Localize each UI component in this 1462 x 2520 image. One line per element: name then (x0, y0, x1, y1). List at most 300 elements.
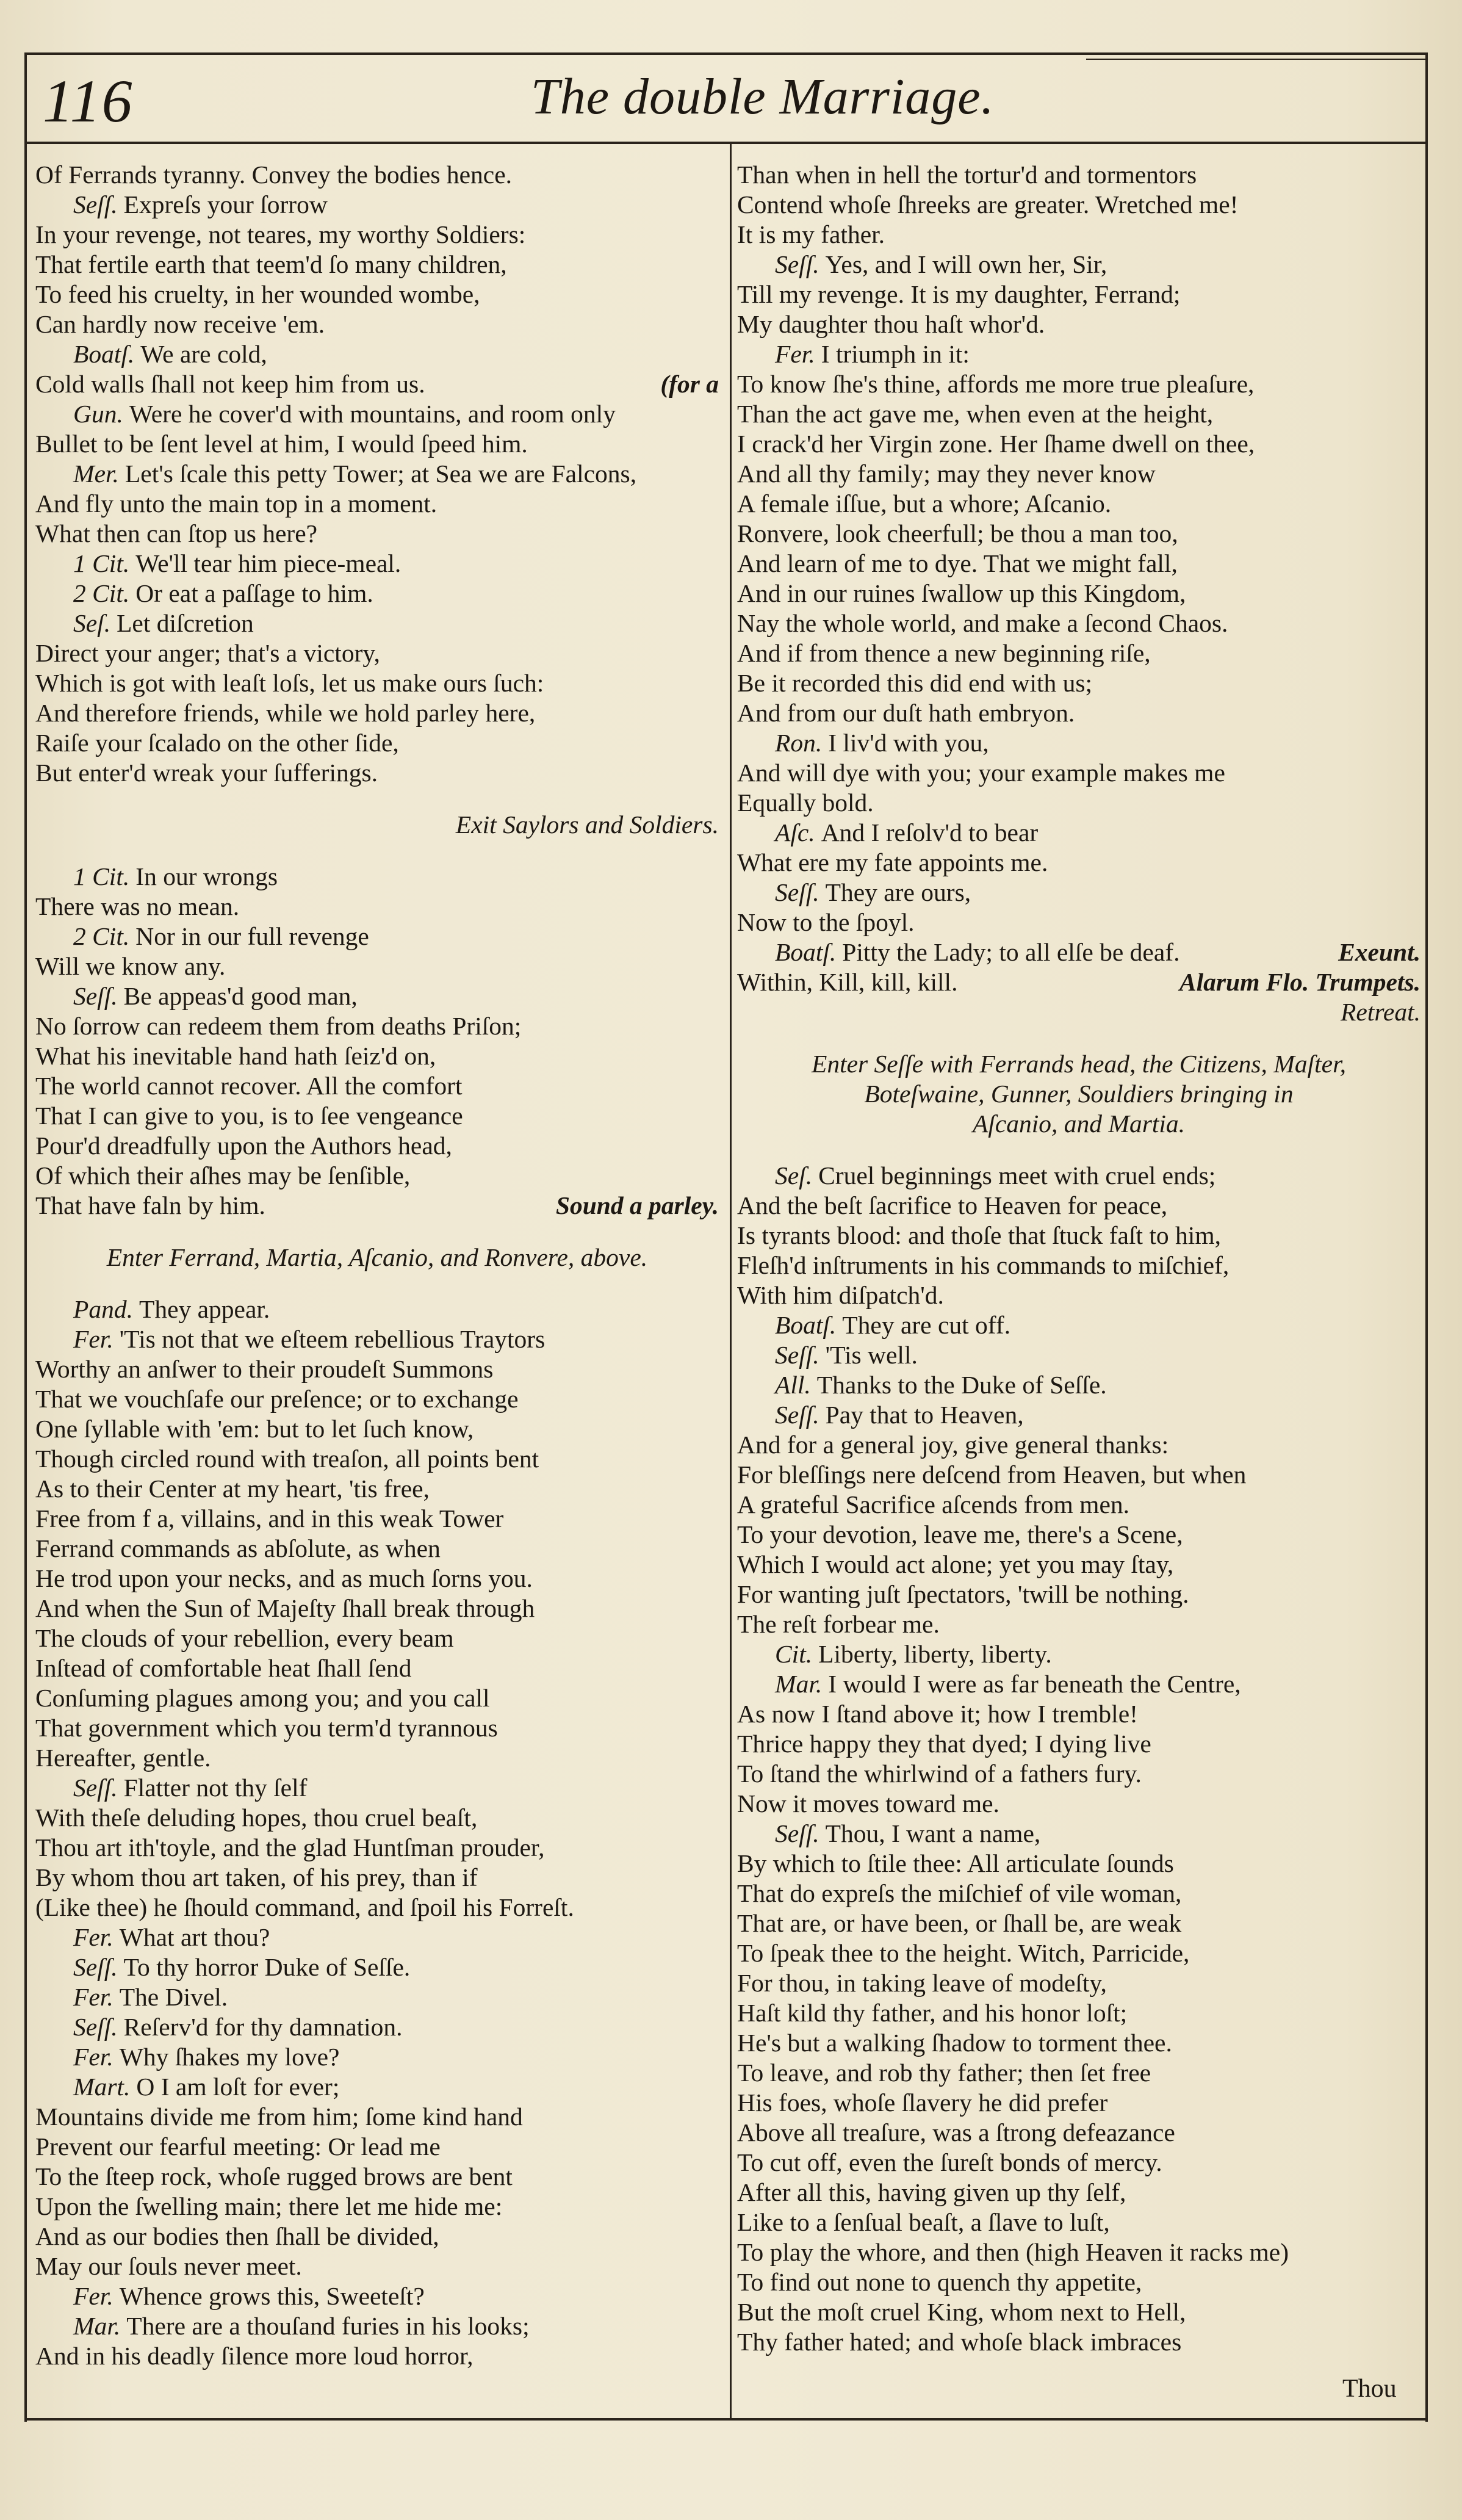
verse-text: No ſorrow can redeem them from deaths Priſon; (35, 1012, 522, 1040)
speaker-name: Cit. (775, 1640, 813, 1668)
verse-line (737, 399, 1421, 429)
verse-line (35, 698, 719, 728)
verse-line (737, 1908, 1421, 1938)
page-number: 116 (43, 67, 134, 135)
verse-line (35, 1743, 719, 1773)
speaker-name: Boatſ. (775, 1311, 837, 1339)
verse-line (35, 220, 719, 250)
verse-text: Which I would act alone; yet you may ſtay, (737, 1550, 1174, 1578)
verse-text: Will we know any. (35, 952, 226, 980)
verse-line (737, 429, 1421, 459)
dialogue-text: Were he cover'd with mountains, and room only (129, 400, 616, 428)
dialogue-text: I liv'd with you, (828, 729, 989, 757)
verse-line (35, 1354, 719, 1384)
verse-text: Like to a ſenſual beaſt, a ſlave to luſt, (737, 2208, 1110, 2236)
verse-line (35, 1101, 719, 1131)
verse-text: For bleſſings nere deſcend from Heaven, but when (737, 1460, 1247, 1489)
verse-line (35, 309, 719, 339)
line-gap (35, 840, 719, 862)
verse-text: The reſt forbear me. (737, 1610, 940, 1638)
verse-line (35, 1683, 719, 1713)
speech-line (35, 2311, 719, 2341)
verse-line (35, 250, 719, 280)
speaker-name: Fer. (73, 1923, 113, 1951)
verse-text: Thou art ith'toyle, and the glad Huntſman prouder, (35, 1833, 545, 1861)
verse-text: But the moſt cruel King, whom next to Hell, (737, 2298, 1186, 2326)
speech-line (737, 728, 1421, 758)
verse-line (35, 1534, 719, 1564)
speech-line (35, 2072, 719, 2102)
verse-text: One ſyllable with 'em: but to let ſuch know, (35, 1415, 474, 1443)
verse-line (737, 1699, 1421, 1729)
speaker-name: Gun. (73, 400, 123, 428)
verse-text: What ere my fate appoints me. (737, 848, 1048, 876)
verse-text: Of Ferrands tyranny. Convey the bodies hence. (35, 161, 512, 189)
verse-line (35, 2102, 719, 2132)
speech-line (35, 1952, 719, 1982)
verse-text: May our ſouls never meet. (35, 2252, 302, 2280)
dialogue-text: Liberty, liberty, liberty. (818, 1640, 1052, 1668)
dialogue-text: Expreſs your ſorrow (123, 190, 328, 218)
verse-text: To find out none to quench thy appetite, (737, 2268, 1142, 2296)
dialogue-text: Reſerv'd for thy damnation. (123, 2013, 403, 2041)
speaker-name: Mer. (73, 460, 119, 488)
speech-line (737, 937, 1421, 967)
verse-text: That government which you term'd tyrannous (35, 1714, 498, 1742)
verse-text: Direct your anger; that's a victory, (35, 639, 380, 667)
dialogue-text: I would I were as far beneath the Centre, (828, 1670, 1241, 1698)
verse-line (35, 1653, 719, 1683)
speaker-name: Mar. (73, 2312, 121, 2340)
verse-line (737, 1879, 1421, 1908)
verse-line (35, 1803, 719, 1833)
dialogue-text: Flatter not thy ſelf (123, 1774, 308, 1802)
stage-direction-right: Alarum Flo. Trumpets. (1179, 968, 1421, 996)
verse-text: That have faln by him. (35, 1191, 265, 1219)
verse-line (737, 1609, 1421, 1639)
verse-text: My daughter thou haſt whor'd. (737, 310, 1045, 338)
verse-text: Be it recorded this did end with us; (737, 669, 1093, 697)
speech-line (35, 339, 719, 369)
verse-line (35, 1384, 719, 1414)
speaker-name: Fer. (73, 1983, 113, 2011)
speech-line (35, 1922, 719, 1952)
verse-text: Within, Kill, kill, kill. (737, 968, 958, 996)
verse-line (737, 190, 1421, 220)
speaker-name: Seſſ. (73, 2013, 118, 2041)
speaker-name: Ron. (775, 729, 823, 757)
frame-left-rule (24, 54, 27, 2422)
verse-text: Thy father hated; and whoſe black imbraces (737, 2328, 1182, 2356)
verse-text: Which is got with leaſt loſs, let us make ours ſuch: (35, 669, 544, 697)
dialogue-text: O I am loſt for ever; (136, 2073, 340, 2101)
verse-text: The world cannot recover. All the comfort (35, 1072, 463, 1100)
verse-line (35, 1474, 719, 1504)
dialogue-text: 'Tis well. (825, 1341, 918, 1369)
verse-line (737, 908, 1421, 937)
verse-text: Bullet to be ſent level at him, I would ſpeed him. (35, 430, 528, 458)
verse-line (35, 728, 719, 758)
dialogue-text: I triumph in it: (821, 340, 970, 368)
speech-line (35, 1324, 719, 1354)
speaker-name: Boatſ. (73, 340, 135, 368)
verse-text: As now I ſtand above it; how I tremble! (737, 1700, 1138, 1728)
verse-text: With theſe deluding hopes, thou cruel beaſt, (35, 1803, 478, 1832)
verse-text: (Like thee) he ſhould command, and ſpoil his Forreſt. (35, 1893, 574, 1921)
verse-text: By whom thou art taken, of his prey, than if (35, 1863, 478, 1891)
verse-text: Worthy an anſwer to their proudeſt Summons (35, 1355, 494, 1383)
verse-line (737, 1251, 1421, 1280)
line-gap (737, 1139, 1421, 1161)
speaker-name: Seſſ. (775, 1819, 819, 1847)
verse-line (737, 2297, 1421, 2327)
verse-text: Prevent our fearful meeting: Or lead me (35, 2132, 441, 2161)
verse-text: Nay the whole world, and make a ſecond Chaos. (737, 609, 1228, 637)
verse-text: I crack'd her Virgin zone. Her ſhame dwell on thee, (737, 430, 1255, 458)
verse-text: Raiſe your ſcalado on the other ſide, (35, 729, 399, 757)
verse-line (737, 369, 1421, 399)
verse-line (35, 2341, 719, 2371)
dialogue-text: 'Tis not that we eſteem rebellious Traytors (119, 1325, 546, 1353)
verse-line (35, 369, 719, 399)
dialogue-text: In our wrongs (135, 862, 278, 890)
stage-direction: Exit Saylors and Soldiers. (455, 811, 719, 839)
verse-line (35, 668, 719, 698)
verse-line (737, 1280, 1421, 1310)
top-rule-short (1086, 59, 1428, 60)
verse-text: That do expreſs the miſchief of vile woman, (737, 1879, 1182, 1907)
speaker-name: Mart. (73, 2073, 131, 2101)
speaker-name: Seſſ. (73, 1953, 118, 1981)
verse-text: It is my father. (737, 220, 885, 248)
verse-text: To cut off, even the ſureſt bonds of mercy. (737, 2148, 1162, 2176)
dialogue-text: Why ſhakes my love? (119, 2043, 340, 2071)
verse-text: And therefore friends, while we hold parley here, (35, 699, 536, 727)
stage-direction-right: Sound a parley. (555, 1191, 719, 1219)
verse-line (737, 2178, 1421, 2208)
verse-line (737, 2327, 1421, 2357)
verse-text: What his inevitable hand hath ſeiz'd on, (35, 1042, 436, 1070)
speaker-name: Seſſ. (73, 982, 118, 1010)
verse-text: Upon the ſwelling main; there let me hide me: (35, 2192, 503, 2220)
verse-line (35, 280, 719, 309)
verse-text: And from our duſt hath embryon. (737, 699, 1075, 727)
verse-text: Till my revenge. It is my daughter, Ferrand; (737, 280, 1181, 308)
speaker-name: Seſſ. (775, 250, 819, 278)
verse-text: And will dye with you; your example makes me (737, 759, 1225, 787)
verse-line (35, 638, 719, 668)
verse-text: Contend whoſe ſhreeks are greater. Wretched me! (737, 190, 1239, 218)
speaker-name: Boatſ. (775, 938, 837, 966)
speaker-name: 1 Cit. (73, 862, 130, 890)
verse-line (737, 1490, 1421, 1520)
verse-line (35, 2251, 719, 2281)
speech-line (35, 608, 719, 638)
verse-line (737, 459, 1421, 489)
verse-line (35, 1713, 719, 1743)
verse-text: Free from f a, villains, and in this weak Tower (35, 1504, 504, 1533)
speaker-name: Fer. (73, 1325, 113, 1353)
verse-line (737, 2118, 1421, 2148)
verse-text: As to their Center at my heart, 'tis free, (35, 1475, 430, 1503)
stage-direction-right: Exeunt. (1338, 938, 1421, 966)
verse-text: Is tyrants blood: and thoſe that ſtuck faſt to him, (737, 1221, 1221, 1249)
frame-right-rule (1425, 54, 1428, 2422)
verse-text: And learn of me to dye. That we might fall, (737, 549, 1178, 577)
verse-line (737, 1580, 1421, 1609)
speaker-name: Seſſ. (775, 878, 819, 906)
verse-text: Ronvere, look cheerfull; be thou a man too, (737, 519, 1178, 547)
verse-line (35, 519, 719, 549)
speaker-name: 2 Cit. (73, 922, 130, 950)
verse-text: And in our ruines ſwallow up this Kingdom, (737, 579, 1186, 607)
verse-line (35, 2192, 719, 2222)
verse-text: And if from thence a new beginning riſe, (737, 639, 1151, 667)
verse-line (737, 2148, 1421, 2178)
verse-text: With him diſpatch'd. (737, 1281, 944, 1309)
speech-line (35, 1982, 719, 2012)
running-title: The double Marriage. (531, 68, 995, 125)
verse-line (35, 1893, 719, 1922)
verse-line (35, 429, 719, 459)
speaker-name: Fer. (73, 2282, 113, 2310)
verse-line (35, 1191, 719, 1221)
verse-line (737, 1998, 1421, 2028)
speaker-name: Fer. (775, 340, 815, 368)
verse-text: And in his deadly ſilence more loud horror, (35, 2342, 474, 2370)
verse-line (35, 2162, 719, 2192)
dialogue-text: Nor in our full revenge (135, 922, 369, 950)
speaker-name: All. (775, 1371, 811, 1399)
verse-text: Haſt kild thy father, and his honor loſt; (737, 1999, 1128, 2027)
dialogue-text: Pitty the Lady; to all elſe be deaf. (842, 938, 1180, 966)
speech-line (737, 1819, 1421, 1849)
verse-text: That are, or have been, or ſhall be, are weak (737, 1909, 1182, 1937)
verse-text: Of which their aſhes may be ſenſible, (35, 1161, 411, 1190)
dialogue-text: Cruel beginnings meet with cruel ends; (818, 1161, 1216, 1190)
dialogue-text: Thou, I want a name, (825, 1819, 1041, 1847)
verse-text: To know ſhe's thine, affords me more true pleaſure, (737, 370, 1255, 398)
verse-text: Ferrand commands as abſolute, as when (35, 1534, 441, 1562)
verse-line (737, 1520, 1421, 1550)
verse-text: That we vouchſafe our preſence; or to exchange (35, 1385, 519, 1413)
verse-line (737, 1460, 1421, 1490)
verse-text: But enter'd wreak your ſufferings. (35, 759, 378, 787)
line-gap (737, 1027, 1421, 1049)
verse-line (737, 1430, 1421, 1460)
dialogue-text: And I reſolv'd to bear (821, 818, 1039, 847)
verse-text: A grateful Sacrifice aſcends from men. (737, 1490, 1129, 1518)
verse-text: His foes, whoſe ſlavery he did prefer (737, 2089, 1108, 2117)
dialogue-text: Whence grows this, Sweeteſt? (119, 2282, 425, 2310)
verse-text: To feed his cruelty, in her wounded wombe, (35, 280, 480, 308)
verse-text: That fertile earth that teem'd ſo many children, (35, 250, 507, 278)
verse-text: To the ſteep rock, whoſe rugged brows are bent (35, 2162, 513, 2190)
verse-line (737, 1759, 1421, 1789)
verse-line (35, 1071, 719, 1101)
dialogue-text: What art thou? (119, 1923, 270, 1951)
verse-line (737, 160, 1421, 190)
verse-text: Now it moves toward me. (737, 1789, 999, 1818)
speech-line (35, 862, 719, 892)
verse-line (737, 698, 1421, 728)
verse-text: Can hardly now receive 'em. (35, 310, 325, 338)
verse-line (35, 951, 719, 981)
verse-line (737, 519, 1421, 549)
dialogue-text: They appear. (139, 1295, 270, 1323)
verse-line (35, 1041, 719, 1071)
speech-line (35, 459, 719, 489)
verse-line (35, 2222, 719, 2251)
verse-line (737, 967, 1421, 997)
verse-text: And all thy family; may they never know (737, 460, 1156, 488)
speech-line (35, 549, 719, 579)
speech-line (35, 1294, 719, 1324)
verse-text: For thou, in taking leave of modeſty, (737, 1969, 1107, 1997)
header-rule (24, 142, 1428, 144)
speech-line (35, 399, 719, 429)
verse-text: Conſuming plagues among you; and you call (35, 1684, 490, 1712)
speech-line (737, 1340, 1421, 1370)
speech-line (737, 878, 1421, 908)
verse-text: He's but a walking ſhadow to torment thee. (737, 2029, 1172, 2057)
verse-text: In your revenge, not teares, my worthy Soldiers: (35, 220, 526, 248)
speech-line (35, 981, 719, 1011)
verse-line (35, 1161, 719, 1191)
speaker-name: Seſſ. (73, 190, 118, 218)
speaker-name: Seſſ. (775, 1401, 819, 1429)
verse-text: To leave, and rob thy father; then ſet free (737, 2059, 1151, 2087)
verse-line (737, 489, 1421, 519)
verse-line (737, 1789, 1421, 1819)
speaker-name: Seſſ. (775, 1341, 819, 1369)
dialogue-text: Let diſcretion (117, 609, 254, 637)
speaker-name: Mar. (775, 1670, 823, 1698)
verse-line (737, 309, 1421, 339)
verse-text: After all this, having given up thy ſelf, (737, 2178, 1126, 2206)
verse-text: A female iſſue, but a whore; Aſcanio. (737, 489, 1112, 518)
verse-line (35, 1414, 719, 1444)
dialogue-text: We are cold, (140, 340, 267, 368)
verse-line (737, 1729, 1421, 1759)
dialogue-text: There are a thouſand furies in his looks; (126, 2312, 530, 2340)
speech-line (35, 2042, 719, 2072)
top-rule (24, 52, 1428, 55)
verse-text: Thrice happy they that dyed; I dying live (737, 1730, 1151, 1758)
speech-line (35, 190, 719, 220)
dialogue-text: Thanks to the Duke of Seſſe. (816, 1371, 1107, 1399)
dialogue-text: They are cut off. (842, 1311, 1011, 1339)
verse-text: And fly unto the main top in a moment. (35, 489, 438, 518)
verse-text: By which to ſtile thee: All articulate ſounds (737, 1849, 1174, 1877)
line-gap (35, 788, 719, 810)
verse-line (35, 1131, 719, 1161)
verse-text: To your devotion, leave me, there's a Scene, (737, 1520, 1183, 1548)
verse-text: Equally bold. (737, 789, 874, 817)
verse-line (737, 1550, 1421, 1580)
line-gap (35, 1221, 719, 1243)
verse-line (737, 758, 1421, 788)
speaker-name: Seſ. (73, 609, 111, 637)
speech-line (35, 579, 719, 608)
dialogue-text: To thy horror Duke of Seſſe. (123, 1953, 411, 1981)
verse-text: Cold walls ſhall not keep him from us. (35, 370, 425, 398)
speaker-name: Aſc. (775, 818, 815, 847)
verse-text: Fleſh'd inſtruments in his commands to miſchief, (737, 1251, 1230, 1279)
speech-line (35, 1773, 719, 1803)
stage-direction: Boteſwaine, Gunner, Souldiers bringing in (864, 1080, 1294, 1108)
speaker-name: 1 Cit. (73, 549, 130, 577)
speech-line (737, 1370, 1421, 1400)
verse-text: And when the Sun of Majeſty ſhall break through (35, 1594, 535, 1622)
verse-line (737, 220, 1421, 250)
verse-line (35, 1564, 719, 1594)
verse-text: Mountains divide me from him; ſome kind hand (35, 2103, 523, 2131)
verse-text: That I can give to you, is to ſee vengeance (35, 1102, 463, 1130)
verse-text: Than the act gave me, when even at the height, (737, 400, 1214, 428)
dialogue-text: Pay that to Heaven, (825, 1401, 1024, 1429)
catchword: Thou (1342, 2375, 1397, 2403)
verse-line (35, 1504, 719, 1534)
speaker-name: Seſ. (775, 1161, 813, 1190)
stage-direction: Retreat. (1341, 998, 1421, 1026)
stage-direction: Aſcanio, and Martia. (972, 1110, 1186, 1138)
speech-line (737, 818, 1421, 848)
verse-line (35, 2132, 719, 2162)
verse-line (737, 1221, 1421, 1251)
dialogue-text: The Divel. (119, 1983, 228, 2011)
verse-line (737, 2237, 1421, 2267)
dialogue-text: Or eat a paſſage to him. (135, 579, 373, 607)
dialogue-text: Yes, and I will own her, Sir, (825, 250, 1107, 278)
verse-line (35, 160, 719, 190)
verse-line (737, 848, 1421, 878)
left-column (35, 160, 719, 2371)
line-gap (35, 1273, 719, 1294)
verse-line (737, 2028, 1421, 2058)
verse-text: The clouds of your rebellion, every beam (35, 1624, 454, 1652)
verse-text: For wanting juſt ſpectators, 'twill be nothing. (737, 1580, 1189, 1608)
speech-line (737, 339, 1421, 369)
verse-line (737, 1191, 1421, 1221)
verse-line (737, 2208, 1421, 2237)
verse-line (737, 549, 1421, 579)
verse-line (35, 489, 719, 519)
speech-line (35, 2012, 719, 2042)
speech-line (35, 922, 719, 951)
verse-line (35, 892, 719, 922)
column-divider (730, 144, 732, 2418)
verse-text: What then can ſtop us here? (35, 519, 318, 547)
verse-line (737, 280, 1421, 309)
verse-line (737, 668, 1421, 698)
verse-text: He trod upon your necks, and as much ſorns you. (35, 1564, 533, 1592)
verse-text: Pour'd dreadfully upon the Authors head, (35, 1132, 452, 1160)
dialogue-text: We'll tear him piece-meal. (135, 549, 402, 577)
verse-line (35, 1444, 719, 1474)
speaker-name: Fer. (73, 2043, 113, 2071)
verse-text: And as our bodies then ſhall be divided, (35, 2222, 439, 2250)
speech-line (35, 2281, 719, 2311)
dialogue-text: Let's ſcale this petty Tower; at Sea we are Falcons, (124, 460, 637, 488)
speaker-name: Seſſ. (73, 1774, 118, 1802)
right-column (737, 160, 1421, 2357)
speaker-name: 2 Cit. (73, 579, 130, 607)
verse-line (737, 788, 1421, 818)
verse-text: There was no mean. (35, 892, 240, 920)
verse-text: Now to the ſpoyl. (737, 908, 915, 936)
verse-line (737, 638, 1421, 668)
